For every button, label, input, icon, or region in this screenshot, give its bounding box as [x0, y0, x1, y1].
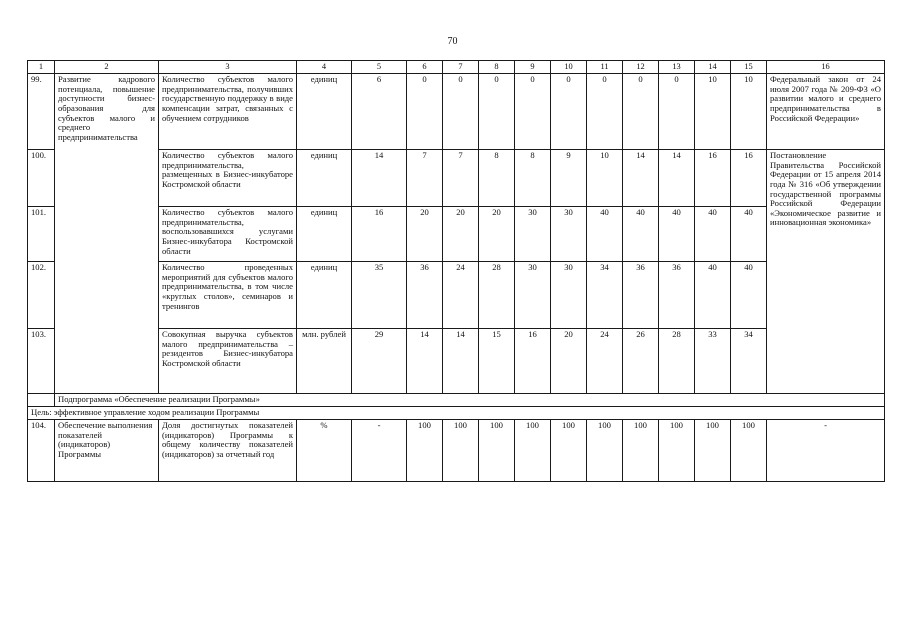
value-cell: 29 [352, 329, 407, 394]
indicator-name: Количество субъектов малого предпринимательства, получивших государственную поддержку в виде компенсации затрат, связанных с обучением сотрудников [159, 74, 297, 150]
value-cell: 20 [407, 207, 443, 262]
col-header: 13 [659, 61, 695, 74]
row-number: 99. [28, 74, 55, 150]
table-row [28, 420, 885, 482]
value-cell: 0 [479, 74, 515, 150]
value-cell: 30 [551, 207, 587, 262]
value-cell: 40 [623, 207, 659, 262]
indicator-name: Количество субъектов малого предпринимательства, воспользовавшихся услугами Бизнес-инкубатора Костромской области [159, 207, 297, 262]
value-cell: 36 [407, 262, 443, 329]
col-header: 15 [731, 61, 767, 74]
indicator-name: Количество субъектов малого предпринимательства, размещенных в Бизнес-инкубаторе Костромской области [159, 150, 297, 207]
value-cell: 8 [479, 150, 515, 207]
value-cell: 10 [731, 74, 767, 150]
value-cell: 9 [551, 150, 587, 207]
goal-cell: Развитие кадрового потенциала, повышение доступности бизнес-образования для субъектов малого и среднего предпринимательства [55, 74, 159, 394]
col-header: 10 [551, 61, 587, 74]
value-cell: 28 [659, 329, 695, 394]
value-cell: 7 [443, 150, 479, 207]
value-cell: 30 [515, 262, 551, 329]
value-cell: 40 [731, 207, 767, 262]
col-header: 7 [443, 61, 479, 74]
unit-cell: млн. рублей [297, 329, 352, 394]
value-cell: 100 [443, 420, 479, 482]
goal-row [28, 407, 885, 420]
row-number: 102. [28, 262, 55, 329]
value-cell: 0 [587, 74, 623, 150]
value-cell: 36 [659, 262, 695, 329]
value-cell: 16 [352, 207, 407, 262]
value-cell: 0 [515, 74, 551, 150]
value-cell: 35 [352, 262, 407, 329]
unit-cell: единиц [297, 262, 352, 329]
goal-title: Цель: эффективное управление ходом реализации Программы [28, 407, 885, 420]
value-cell: 34 [731, 329, 767, 394]
value-cell: 100 [479, 420, 515, 482]
value-cell: 7 [407, 150, 443, 207]
row-number: 103. [28, 329, 55, 394]
empty-cell [28, 394, 55, 407]
value-cell: 100 [407, 420, 443, 482]
value-cell: 14 [623, 150, 659, 207]
col-header: 4 [297, 61, 352, 74]
legal-basis-cell: - [767, 420, 885, 482]
col-header: 14 [695, 61, 731, 74]
value-cell: 40 [731, 262, 767, 329]
row-number: 100. [28, 150, 55, 207]
unit-cell: единиц [297, 74, 352, 150]
value-cell: 33 [695, 329, 731, 394]
value-cell: 30 [515, 207, 551, 262]
goal-cell: Обеспечение выполнения показателей (индикаторов) Программы [55, 420, 159, 482]
unit-cell: % [297, 420, 352, 482]
col-header: 5 [352, 61, 407, 74]
value-cell: 0 [407, 74, 443, 150]
col-header: 12 [623, 61, 659, 74]
value-cell: 100 [587, 420, 623, 482]
value-cell: 40 [695, 207, 731, 262]
value-cell: - [352, 420, 407, 482]
value-cell: 24 [443, 262, 479, 329]
row-number: 104. [28, 420, 55, 482]
value-cell: 34 [587, 262, 623, 329]
value-cell: 0 [623, 74, 659, 150]
legal-basis-cell: Федеральный закон от 24 июля 2007 года № 209-ФЗ «О развитии малого и среднего предпринимательства в Российской Федерации» [767, 74, 885, 150]
indicator-name: Количество проведенных мероприятий для субъектов малого предпринимательства, в том числе «круглых столов», семинаров и тренингов [159, 262, 297, 329]
col-header: 16 [767, 61, 885, 74]
value-cell: 8 [515, 150, 551, 207]
value-cell: 16 [695, 150, 731, 207]
value-cell: 0 [659, 74, 695, 150]
value-cell: 16 [515, 329, 551, 394]
col-header: 6 [407, 61, 443, 74]
col-header: 9 [515, 61, 551, 74]
value-cell: 100 [551, 420, 587, 482]
value-cell: 10 [587, 150, 623, 207]
value-cell: 40 [659, 207, 695, 262]
value-cell: 100 [731, 420, 767, 482]
col-header: 2 [55, 61, 159, 74]
col-header: 11 [587, 61, 623, 74]
value-cell: 100 [695, 420, 731, 482]
value-cell: 100 [623, 420, 659, 482]
page-number: 70 [447, 36, 458, 47]
value-cell: 30 [551, 262, 587, 329]
value-cell: 28 [479, 262, 515, 329]
value-cell: 20 [551, 329, 587, 394]
col-header: 3 [159, 61, 297, 74]
value-cell: 20 [479, 207, 515, 262]
col-header: 1 [28, 61, 55, 74]
unit-cell: единиц [297, 150, 352, 207]
table-row [28, 74, 885, 150]
row-number: 101. [28, 207, 55, 262]
value-cell: 15 [479, 329, 515, 394]
value-cell: 14 [407, 329, 443, 394]
value-cell: 40 [695, 262, 731, 329]
value-cell: 14 [443, 329, 479, 394]
indicator-name: Доля достигнутых показателей (индикаторов) Программы к общему количеству показателей (индикаторов) за отчетный год [159, 420, 297, 482]
value-cell: 14 [352, 150, 407, 207]
indicators-table [27, 60, 885, 482]
subprogram-row [28, 394, 885, 407]
value-cell: 0 [443, 74, 479, 150]
legal-basis-cell: Постановление Правительства Российской Федерации от 15 апреля 2014 года № 316 «Об утверждении государственной программы Российской Федерации «Экономическое развитие и инновационная экономика» [767, 150, 885, 394]
value-cell: 10 [695, 74, 731, 150]
value-cell: 24 [587, 329, 623, 394]
value-cell: 40 [587, 207, 623, 262]
value-cell: 100 [515, 420, 551, 482]
value-cell: 20 [443, 207, 479, 262]
value-cell: 14 [659, 150, 695, 207]
value-cell: 0 [551, 74, 587, 150]
value-cell: 26 [623, 329, 659, 394]
unit-cell: единиц [297, 207, 352, 262]
value-cell: 36 [623, 262, 659, 329]
column-header-row [28, 61, 885, 74]
value-cell: 100 [659, 420, 695, 482]
col-header: 8 [479, 61, 515, 74]
value-cell: 16 [731, 150, 767, 207]
indicator-name: Совокупная выручка субъектов малого предпринимательства – резидентов Бизнес-инкубатора Костромской области [159, 329, 297, 394]
value-cell: 6 [352, 74, 407, 150]
subprogram-title: Подпрограмма «Обеспечение реализации Программы» [55, 394, 885, 407]
